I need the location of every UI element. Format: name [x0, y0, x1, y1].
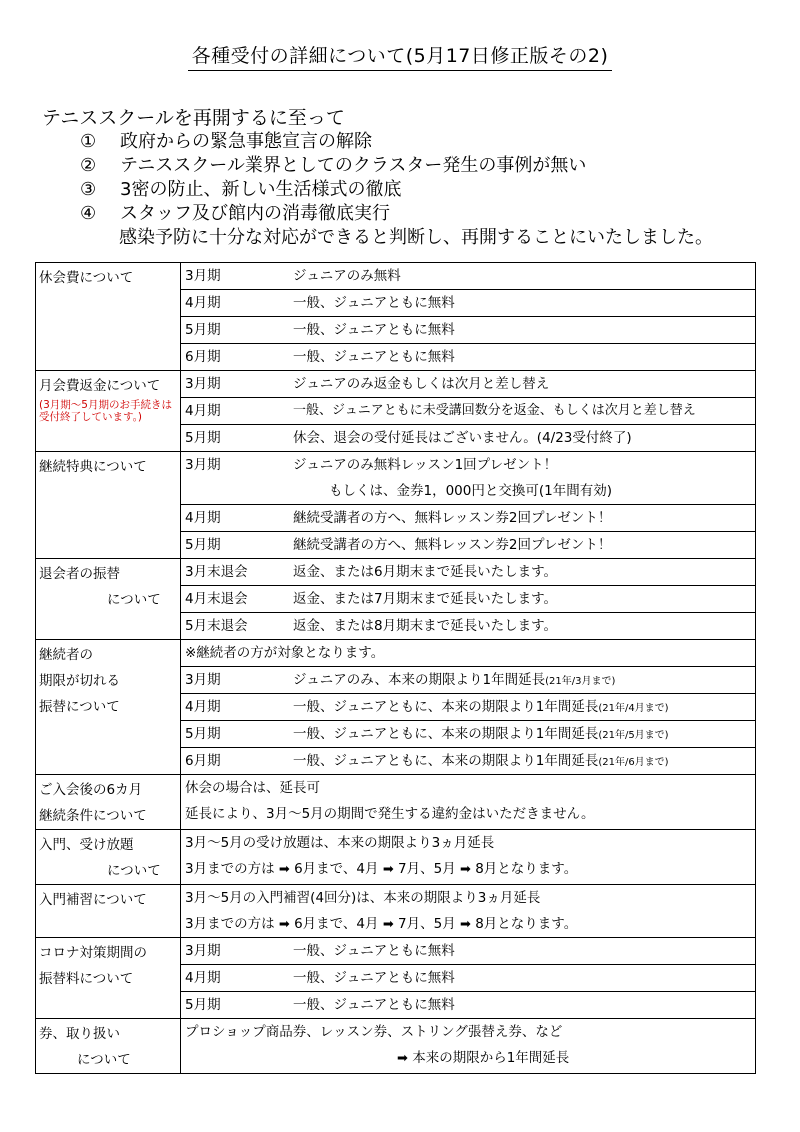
section-ken [36, 1018, 755, 1073]
details-table [35, 262, 756, 1074]
section-label: 券、取り扱い について [36, 1019, 181, 1073]
table-row: 3月期 ジュニアのみ返金もしくは次月と差し替え [185, 376, 550, 392]
table-row: 4月期 一般、ジュニアともに、本来の期限より1年間延長(21年/4月まで) [181, 693, 755, 720]
intro-conclusion: 感染予防に十分な対応ができると判断し、再開することにいたしました。 [119, 227, 713, 248]
table-row: 休会の場合は、延長可 [185, 780, 320, 796]
section-henkin [36, 370, 755, 451]
section-label: 月会費返金について (3月期～5月期のお手続きは受付終了しています。) [36, 371, 181, 451]
table-row: 3月期 一般、ジュニアともに無料 [185, 943, 455, 959]
table-row: 5月期 一般、ジュニアともに、本来の期限より1年間延長(21年/5月まで) [181, 720, 755, 747]
section-label: ご入会後の6カ月 継続条件について [36, 775, 181, 829]
section-nyukai [36, 774, 755, 829]
table-row: 4月期 一般、ジュニアともに無料 [181, 289, 755, 316]
table-row: 4月期 一般、ジュニアともに無料 [181, 964, 755, 991]
table-row: プロショップ商品券、レッスン券、ストリング張替え券、など [185, 1024, 563, 1040]
document-title: 各種受付の詳細について(5月17日修正版その2) [0, 44, 800, 68]
table-row: 4月末退会 返金、または7月期末まで延長いたします。 [181, 585, 755, 612]
intro-heading: テニススクールを再開するに至って [42, 107, 345, 129]
section-label: 退会者の振替 について [36, 559, 181, 639]
right-arrow-icon: ➡ [278, 917, 290, 932]
table-row: もしくは、金券1，000円と交換可(1年間有効) [329, 483, 612, 499]
table-row: 3月までの方は ➡ 6月まで、4月 ➡ 7月、5月 ➡ 8月となります。 [185, 861, 578, 877]
section-tokuten [36, 451, 755, 558]
intro-item: ② テニススクール業界としてのクラスター発生の事例が無い [80, 155, 587, 176]
intro-item: ③ 3密の防止、新しい生活様式の徹底 [80, 179, 402, 200]
intro-item: ① 政府からの緊急事態宣言の解除 [80, 131, 372, 152]
table-row: 4月期 継続受講者の方へ、無料レッスン券2回プレゼント！ [181, 504, 755, 531]
table-row: 3月までの方は ➡ 6月まで、4月 ➡ 7月、5月 ➡ 8月となります。 [185, 916, 578, 932]
table-row: 5月期 一般、ジュニアともに無料 [181, 316, 755, 343]
table-row: 3月～5月の入門補習(4回分)は、本来の期限より3ヵ月延長 [185, 890, 541, 906]
intro-item: ④ スタッフ及び館内の消毒徹底実行 [80, 203, 390, 224]
table-row: 3月期 ジュニアのみ無料 [185, 268, 401, 284]
section-label: 継続者の 期限が切れる 振替について [36, 640, 181, 774]
right-arrow-icon: ➡ [382, 917, 394, 932]
table-row: 3月末退会 返金、または6月期末まで延長いたします。 [185, 564, 558, 580]
section-label: 入門補習について [36, 885, 181, 937]
table-row: 5月末退会 返金、または8月期末まで延長いたします。 [181, 612, 755, 639]
table-row: 3月期 ジュニアのみ無料レッスン1回プレゼント！ [185, 457, 558, 473]
table-row: 5月期 休会、退会の受付延長はございません。(4/23受付終了) [181, 424, 755, 451]
right-arrow-icon: ➡ [397, 1051, 408, 1066]
table-row: 5月期 継続受講者の方へ、無料レッスン券2回プレゼント！ [181, 531, 755, 558]
table-row: ➡ 本来の期限から1年間延長 [397, 1050, 570, 1066]
right-arrow-icon: ➡ [460, 917, 471, 932]
table-row: 6月期 一般、ジュニアともに無料 [181, 343, 755, 370]
section-label: 休会費について [36, 263, 181, 370]
section-nyumon [36, 829, 755, 884]
section-kigen [36, 639, 755, 774]
section-corona [36, 937, 755, 1018]
table-row: 3月～5月の受け放題は、本来の期限より3ヵ月延長 [185, 835, 495, 851]
section-label: 継続特典について [36, 452, 181, 558]
table-row: 3月期 ジュニアのみ、本来の期限より1年間延長(21年/3月まで) [181, 666, 755, 693]
right-arrow-icon: ➡ [460, 862, 471, 877]
right-arrow-icon: ➡ [278, 862, 290, 877]
right-arrow-icon: ➡ [382, 862, 394, 877]
table-row: 4月期 一般、ジュニアともに未受講回数分を返金、もしくは次月と差し替え [181, 397, 755, 424]
table-row: 6月期 一般、ジュニアともに、本来の期限より1年間延長(21年/6月まで) [181, 747, 755, 774]
intro-list [80, 130, 586, 226]
table-row: 5月期 一般、ジュニアともに無料 [181, 991, 755, 1018]
section-hosyu [36, 884, 755, 937]
section-kyukai [36, 263, 755, 370]
table-row: 延長により、3月～5月の期間で発生する違約金はいただきません。 [185, 806, 595, 822]
status-note: (3月期～5月期のお手続きは受付終了しています。) [39, 399, 172, 423]
table-row: ※継続者の方が対象となります。 [185, 645, 385, 661]
section-taikai [36, 558, 755, 639]
section-label: コロナ対策期間の 振替料について [36, 938, 181, 1018]
section-label: 入門、受け放題 について [36, 830, 181, 884]
